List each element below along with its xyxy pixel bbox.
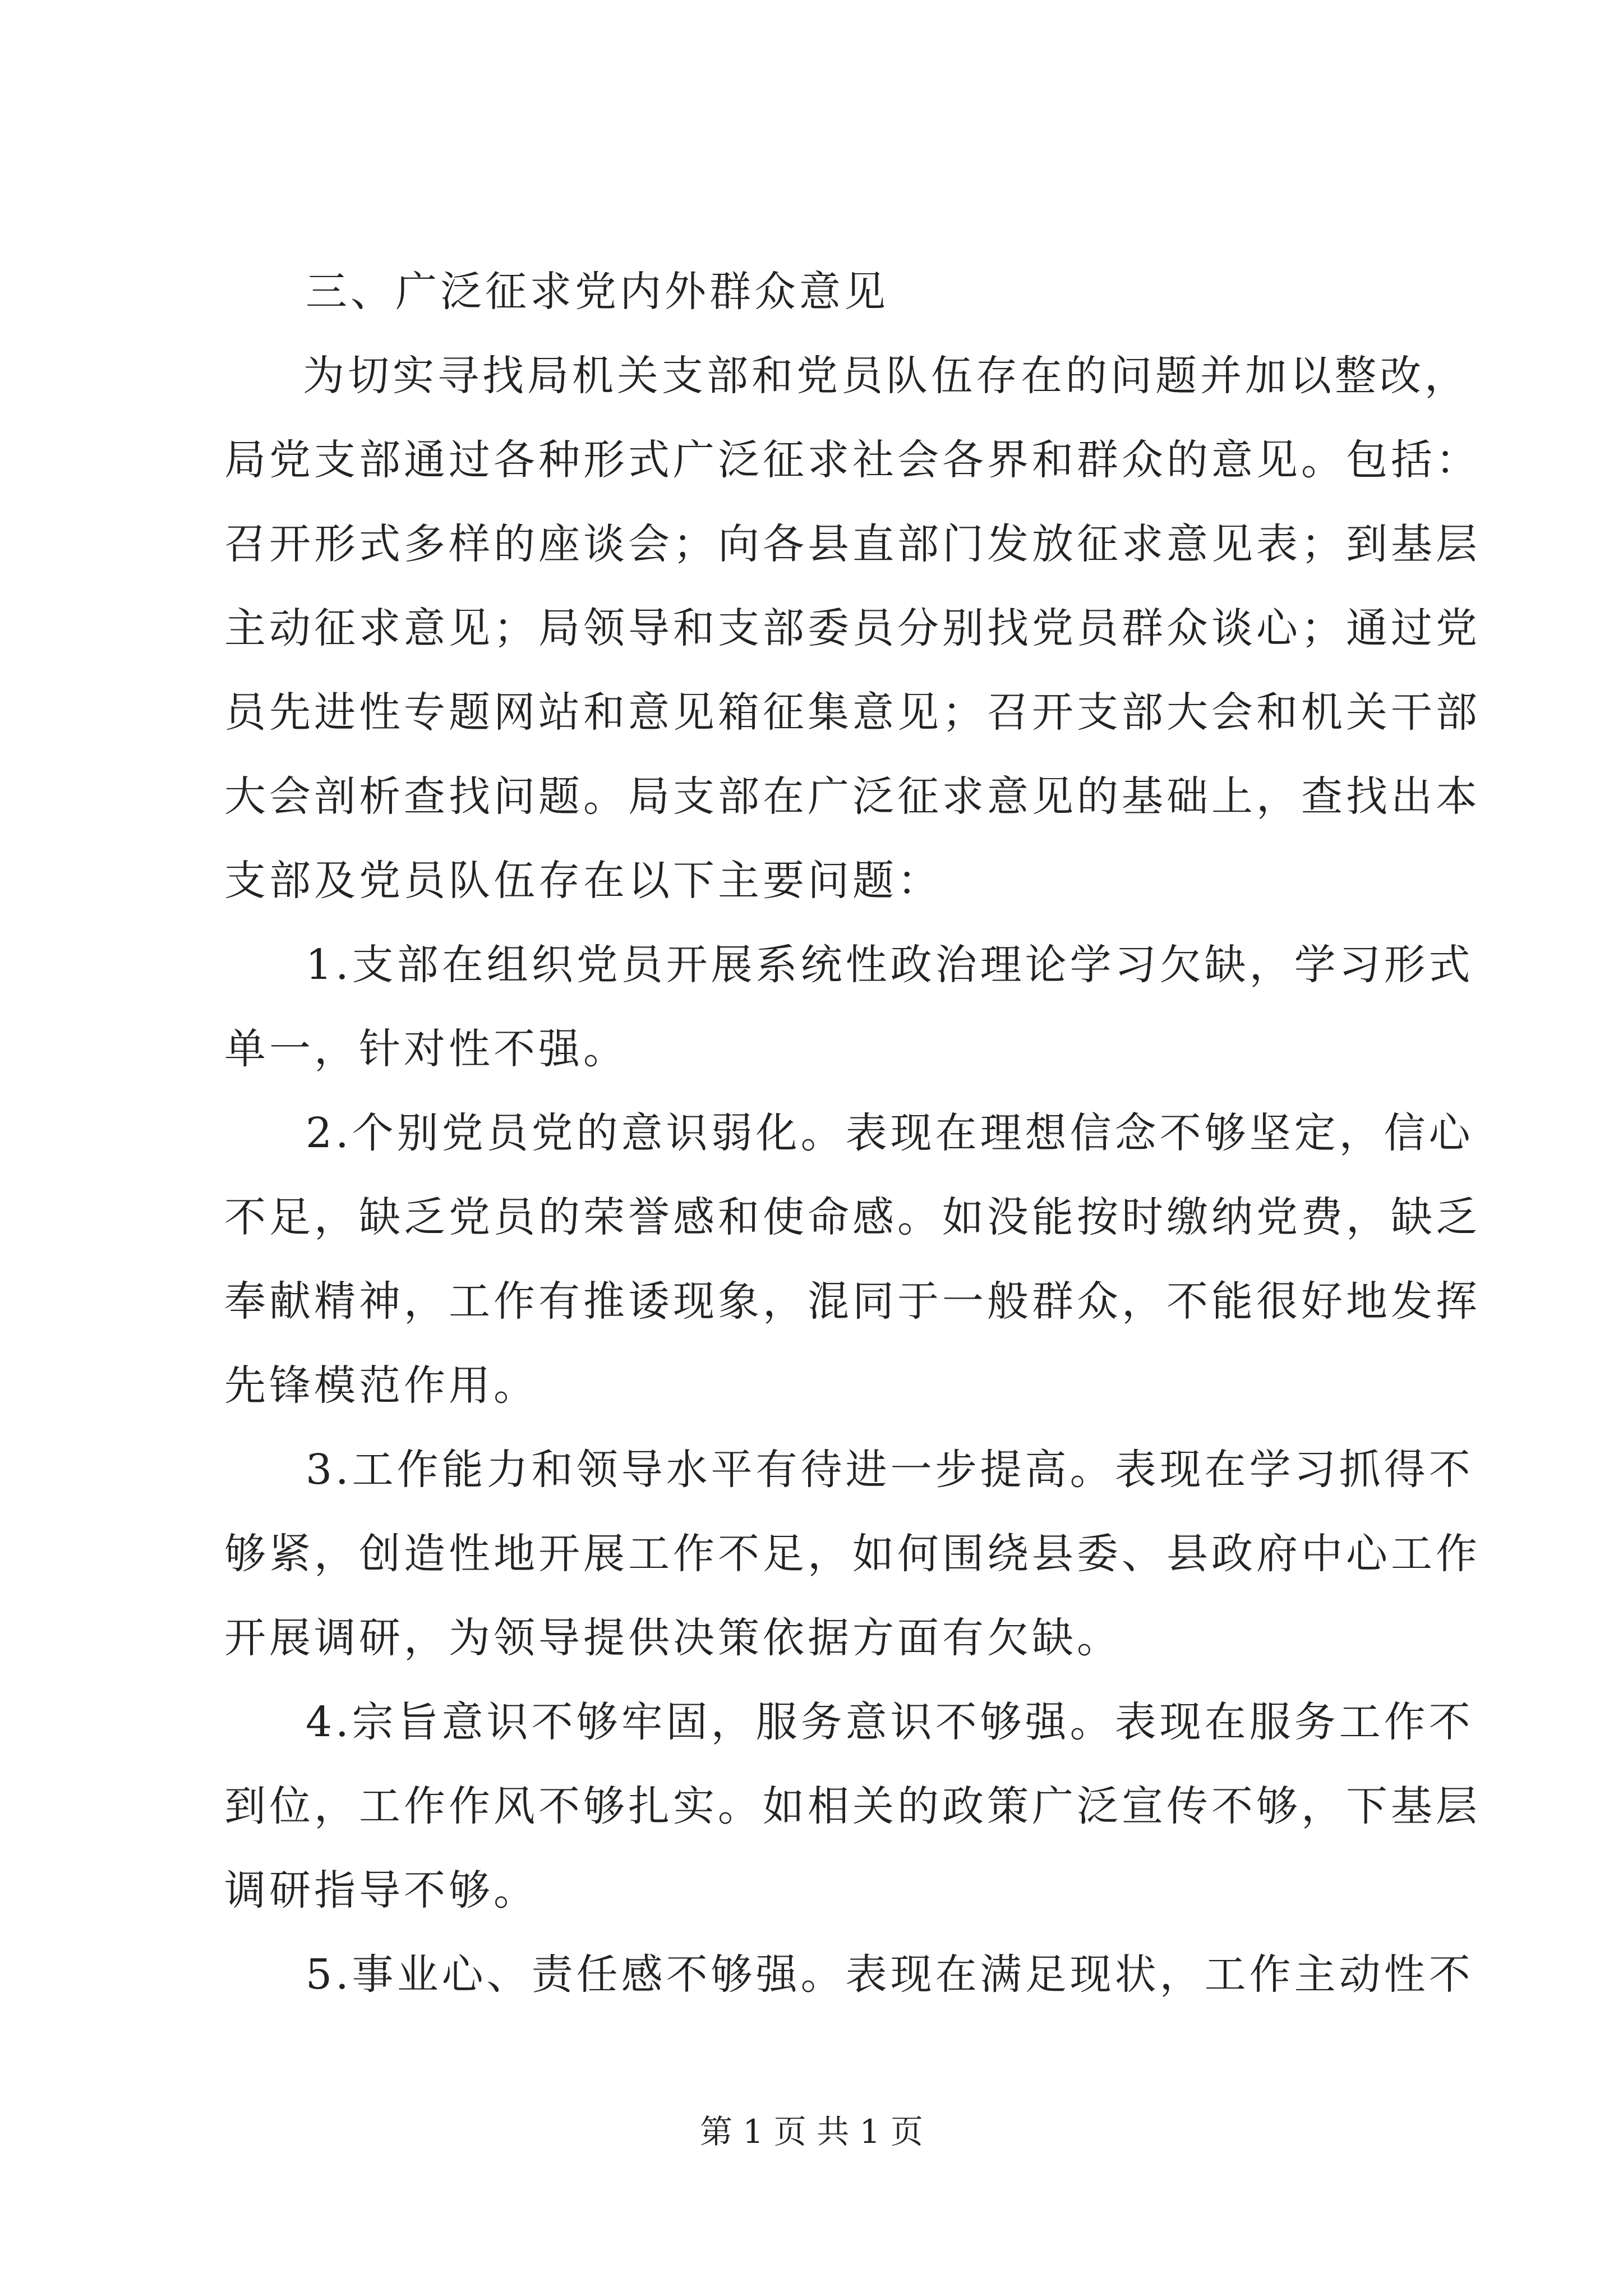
paragraph-line: 员先进性专题网站和意见箱征集意见；召开支部大会和机关干部	[224, 688, 1481, 737]
paragraph-line: 为切实寻找局机关支部和党员队伍存在的问题并加以整改，	[303, 352, 1469, 400]
list-item-line: 5.事业心、责任感不够强。表现在满足现状，工作主动性不	[306, 1950, 1474, 1999]
list-item-line: 开展调研，为领导提供决策依据方面有欠缺。	[224, 1614, 1122, 1662]
list-item-line: 调研指导不够。	[224, 1866, 538, 1915]
list-item-line: 2.个别党员党的意识弱化。表现在理想信念不够坚定，信心	[306, 1109, 1474, 1157]
section-heading: 三、广泛征求党内外群众意见	[306, 268, 889, 316]
paragraph-line: 大会剖析查找问题。局支部在广泛征求意见的基础上，查找出本	[224, 772, 1481, 821]
list-item-line: 1.支部在组织党员开展系统性政治理论学习欠缺，学习形式	[306, 941, 1474, 989]
list-item-line: 4.宗旨意识不够牢固，服务意识不够强。表现在服务工作不	[306, 1698, 1474, 1746]
page-footer: 第 1 页 共 1 页	[700, 2113, 923, 2151]
paragraph-line: 局党支部通过各种形式广泛征求社会各界和群众的意见。包括：	[224, 436, 1481, 484]
paragraph-line: 支部及党员队伍存在以下主要问题：	[224, 857, 942, 905]
list-item-line: 单一，针对性不强。	[224, 1025, 628, 1073]
list-item-line: 奉献精神，工作有推诿现象，混同于一般群众，不能很好地发挥	[224, 1277, 1481, 1326]
paragraph-line: 召开形式多样的座谈会；向各县直部门发放征求意见表；到基层	[224, 520, 1481, 568]
list-item-line: 3.工作能力和领导水平有待进一步提高。表现在学习抓得不	[306, 1446, 1474, 1494]
list-item-line: 到位，工作作风不够扎实。如相关的政策广泛宣传不够，下基层	[224, 1782, 1481, 1830]
list-item-line: 不足，缺乏党员的荣誉感和使命感。如没能按时缴纳党费，缺乏	[224, 1193, 1481, 1241]
paragraph-line: 主动征求意见；局领导和支部委员分别找党员群众谈心；通过党	[224, 604, 1481, 652]
list-item-line: 先锋模范作用。	[224, 1361, 538, 1410]
list-item-line: 够紧，创造性地开展工作不足，如何围绕县委、县政府中心工作	[224, 1530, 1481, 1578]
